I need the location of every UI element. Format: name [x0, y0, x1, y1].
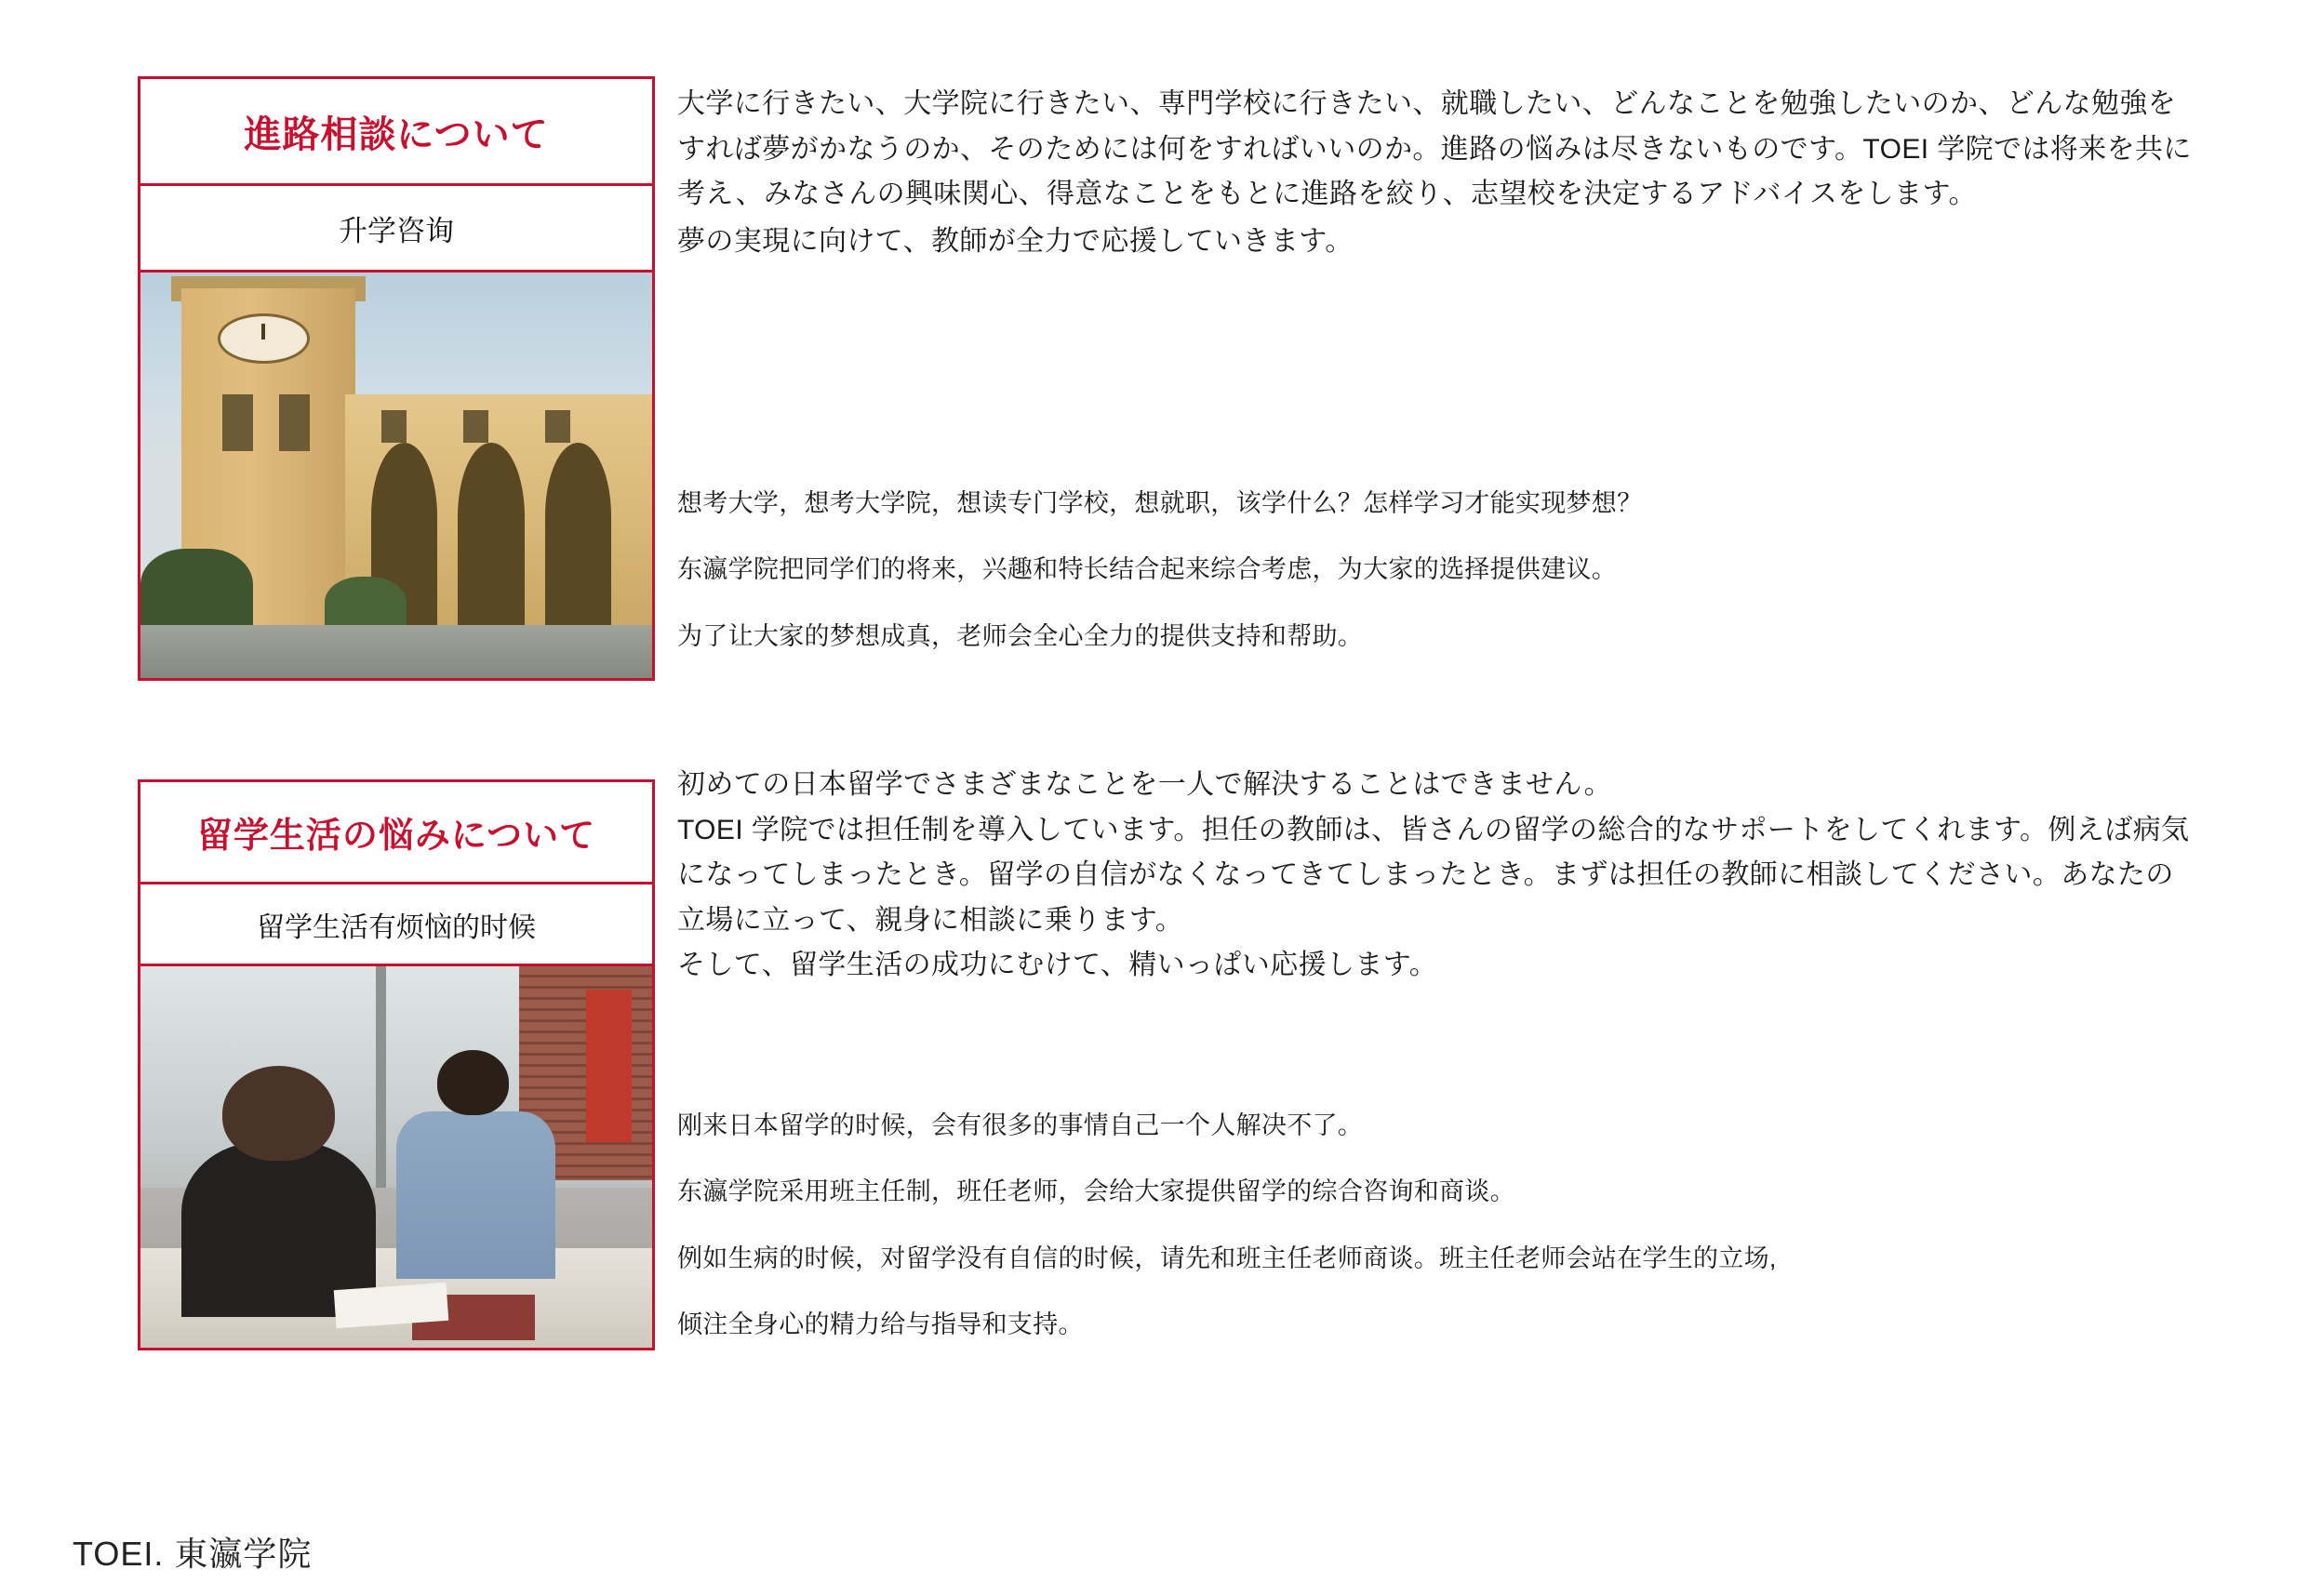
- tower-window-shape: [279, 394, 310, 451]
- facade-window-shape: [463, 410, 489, 443]
- student-body-shape: [396, 1111, 555, 1279]
- student-hair-shape: [437, 1050, 509, 1115]
- section-2-cn-line-1: 刚来日本留学的时候，会有很多的事情自己一个人解决不了。: [677, 1111, 1364, 1139]
- section-2-jp-paragraph-2: TOEI 学院では担任制を導入しています。担任の教師は、皆さんの留学の総合的なサポートをしてくれます。例えば病気になってしまったとき。留学の自信がなくなってきてしまったとき。まずは担任の教師に相談してください。あなたの立場に立って、親身に相談に乗ります。: [677, 814, 2190, 936]
- section-1-photo-wrap: [140, 273, 652, 678]
- facade-window-shape: [381, 410, 407, 443]
- section-2-card: [138, 779, 655, 1350]
- section-1-card: [138, 76, 655, 681]
- section-2-text: [677, 763, 2194, 989]
- section-2-cn-line-2: 东瀛学院采用班主任制，班任老师，会给大家提供留学的综合咨询和商谈。: [677, 1177, 1515, 1206]
- archway-shape: [458, 443, 525, 637]
- section-1-title-cn: 升学咨询: [140, 186, 652, 273]
- section-2-cn-line-3: 例如生病的时候，对留学没有自信的时候，请先和班主任老师商谈。班主任老师会站在学生的立场,: [677, 1244, 1777, 1272]
- red-banner-shape: [586, 990, 633, 1142]
- section-2-jp-paragraph-1: 初めての日本留学でさまざまなことを一人で解決することはできません。: [677, 769, 1612, 800]
- tower-window-shape: [222, 394, 253, 451]
- teacher-hair-shape: [222, 1066, 335, 1162]
- section-2-cn-line-4: 倾注全身心的精力给与指导和支持。: [677, 1310, 1084, 1338]
- archway-shape: [545, 443, 612, 637]
- clock-tower-building-photo: [140, 273, 652, 678]
- ground-shape: [140, 625, 652, 678]
- section-2-title-cn: 留学生活有烦恼的时候: [140, 884, 652, 966]
- section-1-text: [677, 82, 2194, 264]
- window-frame-shape: [376, 966, 386, 1188]
- section-1-jp-paragraph-1: 大学に行きたい、大学院に行きたい、専門学校に行きたい、就職したい、どんなことを勉強したいのか、どんな勉強をすれば夢がかなうのか、そのためには何をすればいいのか。進路の悩みは尽きないものです。TOEI 学院では将来を共に考え、みなさんの興味関心、得意なことをもとに進路を絞り、志望校を決定するアドバイスをします。: [677, 88, 2192, 210]
- section-1-cn-line-3: 为了让大家的梦想成真，老师会全心全力的提供支持和帮助。: [677, 621, 1364, 650]
- footer-brand: TOEI. 東瀛学院: [73, 1535, 313, 1573]
- facade-window-shape: [545, 410, 571, 443]
- section-1-cn-line-2: 东瀛学院把同学们的将来，兴趣和特长结合起来综合考虑，为大家的选择提供建议。: [677, 555, 1618, 584]
- section-1-jp-paragraph-2: 夢の実現に向けて、教師が全力で応援していきます。: [677, 225, 1354, 257]
- section-1-cn-line-1: 想考大学，想考大学院，想读专门学校，想就职，该学什么？怎样学习才能实现梦想？: [677, 489, 1643, 517]
- section-2-title-jp: 留学生活の悩みについて: [140, 782, 652, 884]
- section-2-cn-text: [677, 1102, 2194, 1349]
- tower-clock-icon: [218, 313, 311, 364]
- section-2-jp-paragraph-3: そして、留学生活の成功にむけて、精いっぱい応援します。: [677, 950, 1438, 981]
- section-1-title-jp: 進路相談について: [140, 79, 652, 186]
- section-1-cn-text: [677, 480, 2194, 660]
- student-consultation-photo: [140, 966, 652, 1348]
- section-2-photo-wrap: [140, 966, 652, 1348]
- foliage-shape: [140, 549, 253, 638]
